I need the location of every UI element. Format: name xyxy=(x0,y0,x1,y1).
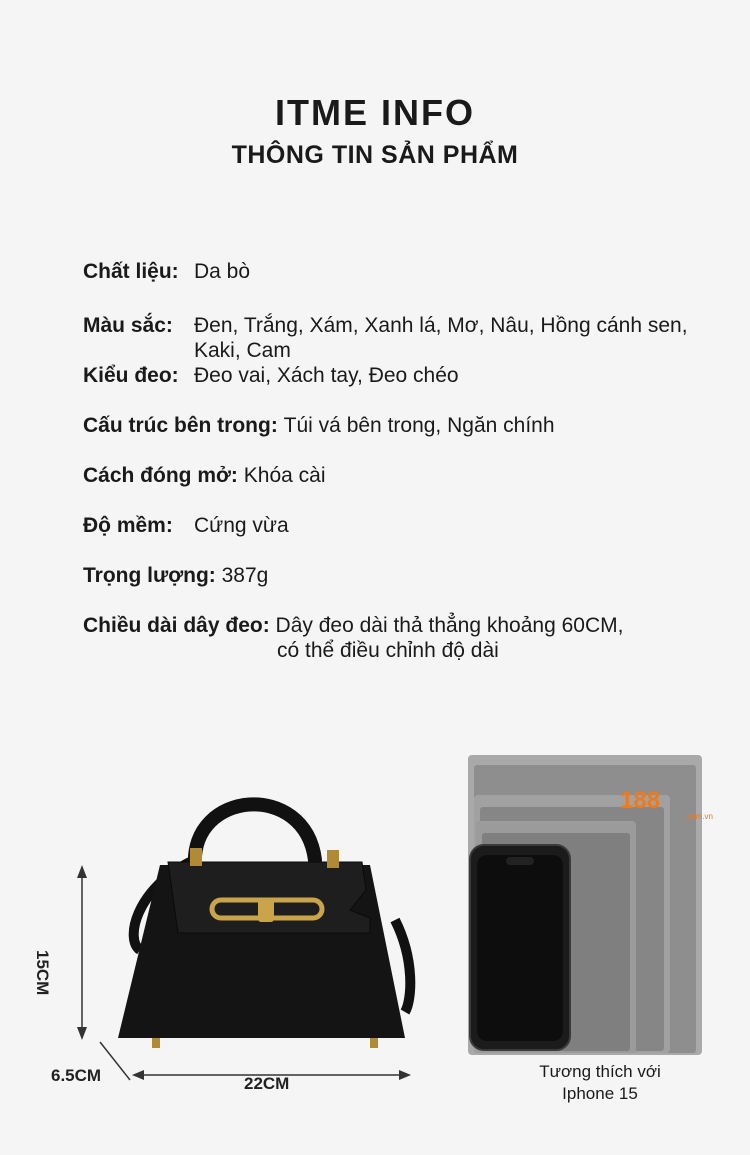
bag-strap-right xyxy=(395,920,410,1012)
depth-label: 6.5CM xyxy=(51,1066,102,1085)
spec-label: Cấu trúc bên trong: xyxy=(83,414,278,437)
spec-value: Khóa cài xyxy=(243,464,326,487)
spec-strap-length-cont xyxy=(277,638,499,663)
spec-label: Chất liệu: xyxy=(83,260,179,283)
spec-closure xyxy=(83,463,326,488)
height-label: 15CM xyxy=(33,950,52,996)
spec-colors-cont xyxy=(194,338,291,363)
watermark-suffix: .com.vn xyxy=(685,812,714,821)
spec-label: Kiểu đeo: xyxy=(83,364,179,387)
spec-label: Trọng lượng: xyxy=(83,564,216,587)
spec-carry-style xyxy=(83,363,459,388)
spec-material xyxy=(83,259,250,284)
spec-label: Chiều dài dây đeo: xyxy=(83,614,270,637)
spec-label: Cách đóng mở: xyxy=(83,464,238,487)
spec-value: Da bò xyxy=(194,260,251,283)
spec-value: Đeo vai, Xách tay, Đeo chéo xyxy=(194,364,459,387)
spec-value: Dây đeo dài thả thẳng khoảng 60CM, xyxy=(275,614,624,637)
width-label: 22CM xyxy=(244,1074,290,1093)
spec-interior xyxy=(83,413,555,438)
compat-caption-line2: Iphone 15 xyxy=(562,1084,638,1103)
spec-strap-length xyxy=(83,613,623,638)
bag-handle xyxy=(195,804,315,866)
page-subtitle: THÔNG TIN SẢN PHẨM xyxy=(231,141,519,169)
spec-label: Màu sắc: xyxy=(83,314,173,337)
compat-caption-line1: Tương thích với xyxy=(539,1062,661,1081)
spec-value: 387g xyxy=(221,564,269,587)
spec-colors xyxy=(83,313,688,338)
spec-value: Đen, Trắng, Xám, Xanh lá, Mơ, Nâu, Hồng cánh sen, xyxy=(194,314,688,337)
spec-value: Cứng vừa xyxy=(194,514,289,537)
spec-weight xyxy=(83,563,268,588)
spec-label: Độ mềm: xyxy=(83,514,173,537)
spec-softness xyxy=(83,513,289,538)
spec-value: Kaki, Cam xyxy=(194,339,291,362)
watermark-logo: 188 xyxy=(620,787,661,814)
device-comparison-image xyxy=(460,745,740,1065)
handbag-image xyxy=(40,770,460,1100)
page-title: ITME INFO xyxy=(275,92,475,133)
compat-caption xyxy=(470,1061,730,1105)
spec-value: có thể điều chỉnh độ dài xyxy=(277,639,499,662)
spec-value: Túi vá bên trong, Ngăn chính xyxy=(283,414,555,437)
